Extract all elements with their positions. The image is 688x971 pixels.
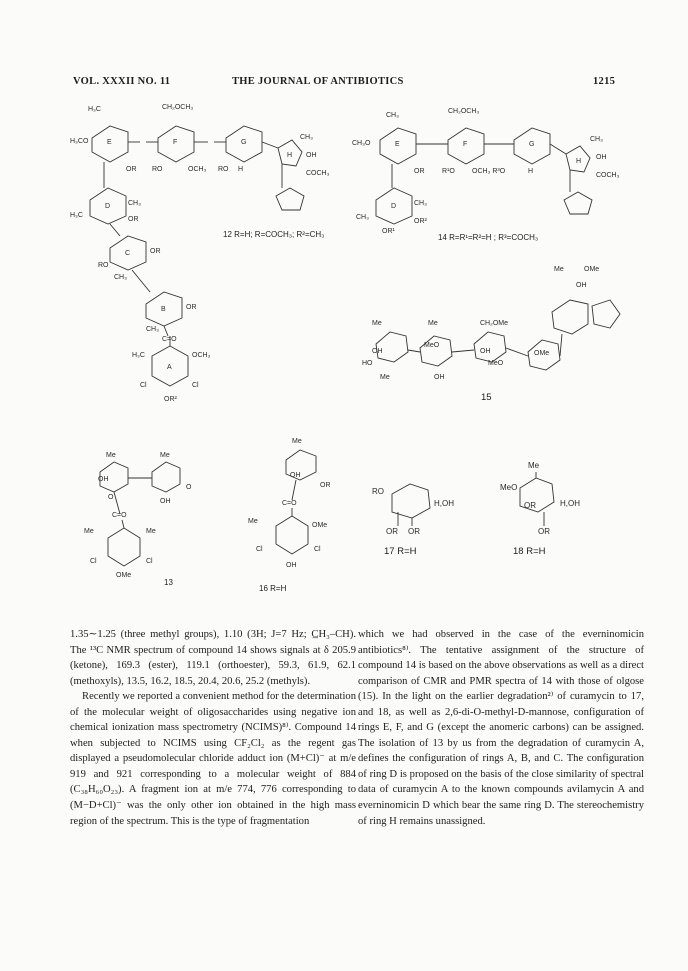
- label-ch3: CH₃: [386, 112, 399, 119]
- label-ch3: CH₃: [300, 134, 313, 141]
- label-ch2och3: CH₂OCH₃: [448, 108, 480, 115]
- label-ring-c: C: [125, 250, 131, 257]
- label-ch2och3: CH₂OCH₃: [162, 104, 194, 111]
- label-or-d: OR: [128, 216, 139, 223]
- label-o: O: [108, 494, 114, 501]
- label-or-2: OR: [538, 527, 550, 536]
- label-h-oh: H,OH: [560, 499, 580, 508]
- label-ring-g: G: [529, 141, 535, 148]
- label-cl-2: Cl: [146, 558, 153, 565]
- label-carbonyl: C=O: [112, 512, 127, 519]
- label-ro: RO: [152, 166, 163, 173]
- label-h: H: [238, 166, 244, 173]
- label-me-2: Me: [160, 452, 170, 459]
- label-ch3-l: CH₃: [356, 214, 369, 221]
- header-journal: THE JOURNAL OF ANTIBIOTICS: [232, 76, 404, 87]
- structure-13: [80, 450, 210, 580]
- label-or: OR: [524, 501, 536, 510]
- label-oh-top: OH: [576, 282, 587, 289]
- label-oh: OH: [290, 472, 301, 479]
- label-ch3-c: CH₃: [114, 274, 127, 281]
- structure-16-drawing: [248, 438, 358, 578]
- label-meo-2: MeO: [488, 360, 504, 367]
- label-or-c: OR: [150, 248, 161, 255]
- label-oh-1: OH: [98, 476, 109, 483]
- label-ro-2: RO: [218, 166, 229, 173]
- structure-13-drawing: [80, 450, 210, 580]
- label-me: Me: [292, 438, 302, 445]
- structure-12-drawing: [70, 100, 350, 410]
- label-oh-3: OH: [434, 374, 445, 381]
- label-ome-2: OMe: [534, 350, 550, 357]
- structure-15: [362, 262, 652, 392]
- label-ring-e: E: [107, 139, 112, 146]
- label-me-2: Me: [248, 518, 258, 525]
- label-h: H: [528, 168, 534, 175]
- label-cl-1: Cl: [90, 558, 97, 565]
- label-ome: OMe: [312, 522, 328, 529]
- label-ch3-d: CH₃: [414, 200, 427, 207]
- label-h3c-d: H₃C: [70, 212, 83, 219]
- label-cl-1: Cl: [256, 546, 263, 553]
- right-column: [358, 627, 644, 829]
- caption-17: 17 R=H: [384, 546, 417, 557]
- label-cl-1: Cl: [140, 382, 147, 389]
- label-or1: OR¹: [382, 228, 395, 235]
- label-me-4: Me: [146, 528, 156, 535]
- label-cl-2: Cl: [192, 382, 199, 389]
- label-or-b: OR: [186, 304, 197, 311]
- label-oh-2: OH: [160, 498, 171, 505]
- header-volume: VOL. XXXII NO. 11: [73, 76, 171, 87]
- label-oh: OH: [596, 154, 607, 161]
- label-ring-b: B: [161, 306, 166, 313]
- label-oh-2: OH: [286, 562, 297, 569]
- caption-15: 15: [481, 392, 492, 403]
- label-me-1: Me: [372, 320, 382, 327]
- label-ring-a: A: [167, 364, 172, 371]
- caption-13: 13: [164, 578, 173, 587]
- label-ring-h: H: [576, 158, 582, 165]
- label-ro-c: RO: [98, 262, 109, 269]
- paragraph: 1.35∼1.25 (three methyl groups), 1.10 (3H; J=7 Hz; C̲H₃–CH). The ¹³C NMR spectrum of compound 14 shows signals at δ 205.9 (ketone), 169.3 (ester), 119.1 (orthoester), 59.3, 61.9, 62.1 (methoxyls), 13.5, 16.2, 18.5, 20.4, 20.6, 25.2 (methyls).: [70, 629, 356, 687]
- label-ring-f: F: [173, 139, 178, 146]
- paragraph: which we had observed in the case of the everninomicin antibiotics⁸⁾. The tentative assignment of the structure of compound 14 is based on the above observations as well as a direct comparison of CMR and PMR spectra of 14 with those of olgose (15). In the light on the earlier degradation²⁾ of curamycin to 17, and 18, as well as 2,6-di-O-methyl-D-mannose, configuration of rings E, F, and G (except the anomeric carbons) can be assigned. The isolation of 13 by us from the degradation of curamycin A, defines the configuration of rings A, B, and C. The configuration of ring D is proposed on the basis of the close similarity of spectral data of curamycin A to the known compounds avilamycin A and everninomicin D which bear the same ring D. The stereochemistry of ring H remains unassigned.: [358, 629, 644, 827]
- structure-18: [488, 462, 598, 552]
- label-me-3: Me: [84, 528, 94, 535]
- header-page-number: 1215: [593, 76, 616, 87]
- label-r1o: R¹O: [442, 168, 455, 175]
- label-or-1: OR: [386, 527, 398, 536]
- label-me-top: Me: [554, 266, 564, 273]
- label-or-2: OR: [408, 527, 420, 536]
- paragraph: Recently we reported a convenient method for the determination of the molecular weight of oligosaccharides using negative ion chemical ionization mass spectrometry (NCIMS)⁸⁾. Compound 14 when subjected to NCIMS using CF₂Cl₂ as the regent gas displayed a pseudomolecular chloride adduct ion (M+Cl)⁻ at m/e 919 and 921 corresponding to a molecular weight of 884 (C₃₈H₆₀O₂₃). A fragment ion at m/e 774, 776 corresponding to (M−D+Cl)⁻ was the only other ion obtained in the high mass region of the spectrum. This is the type of fragmentation: [70, 691, 356, 827]
- label-meo-1: MeO: [424, 342, 440, 349]
- label-me-2: Me: [428, 320, 438, 327]
- label-och3-a: OCH₃: [192, 352, 211, 359]
- structure-15-drawing: [362, 262, 652, 392]
- label-me-1: Me: [106, 452, 116, 459]
- label-me: Me: [528, 461, 540, 470]
- label-ch3-r: CH₃: [590, 136, 603, 143]
- label-ch3o: CH₃O: [352, 140, 371, 147]
- label-or2: OR²: [414, 218, 427, 225]
- label-meo: MeO: [500, 483, 518, 492]
- label-coch3: COCH₃: [306, 170, 330, 177]
- label-ch3-b: CH₃: [146, 326, 159, 333]
- label-cl-2: Cl: [314, 546, 321, 553]
- label-or: OR: [126, 166, 137, 173]
- structure-14: [352, 106, 652, 246]
- label-oh-1: OH: [372, 348, 383, 355]
- label-oh: OH: [306, 152, 317, 159]
- label-ring-f: F: [463, 141, 468, 148]
- label-h3co: H₃CO: [70, 138, 89, 145]
- label-keto-o: O: [186, 484, 192, 491]
- label-coch3: COCH₃: [596, 172, 620, 179]
- caption-18: 18 R=H: [513, 546, 546, 557]
- label-me-3: Me: [380, 374, 390, 381]
- caption-16: 16 R=H: [259, 584, 287, 593]
- structure-18-drawing: [488, 462, 598, 552]
- label-och3: OCH₃: [188, 166, 207, 173]
- label-or: OR: [414, 168, 425, 175]
- label-ring-d: D: [391, 203, 397, 210]
- label-ring-g: G: [241, 139, 247, 146]
- label-ring-h: H: [287, 152, 293, 159]
- label-ome-top: OMe: [584, 266, 600, 273]
- label-oh-2: OH: [480, 348, 491, 355]
- label-h-oh: H,OH: [434, 499, 454, 508]
- label-ring-e: E: [395, 141, 400, 148]
- label-or2: OR²: [164, 396, 177, 403]
- label-och3-r3o: OCH₃ R³O: [472, 168, 506, 175]
- caption-12: 12 R=H; R=COCH₃; R²=CH₃: [223, 230, 325, 239]
- label-ring-d: D: [105, 203, 111, 210]
- left-column: [70, 627, 356, 829]
- label-h3c: H₃C: [88, 106, 101, 113]
- label-ome: OMe: [116, 572, 132, 579]
- caption-14: 14 R=R¹=R²=H ; R³=COCH₃: [438, 233, 539, 242]
- label-ch3-d: CH₃: [128, 200, 141, 207]
- structure-16: [248, 438, 358, 578]
- label-ch2ome: CH₂OMe: [480, 320, 508, 327]
- label-ro: RO: [372, 487, 384, 496]
- label-h3c-a: H₃C: [132, 352, 145, 359]
- label-ho: HO: [362, 360, 373, 367]
- label-carbonyl: C=O: [162, 336, 177, 343]
- structure-12: [70, 100, 350, 410]
- label-carbonyl: C=O: [282, 500, 297, 507]
- structure-17-drawing: [370, 478, 470, 550]
- label-or: OR: [320, 482, 331, 489]
- structure-17: [370, 478, 470, 550]
